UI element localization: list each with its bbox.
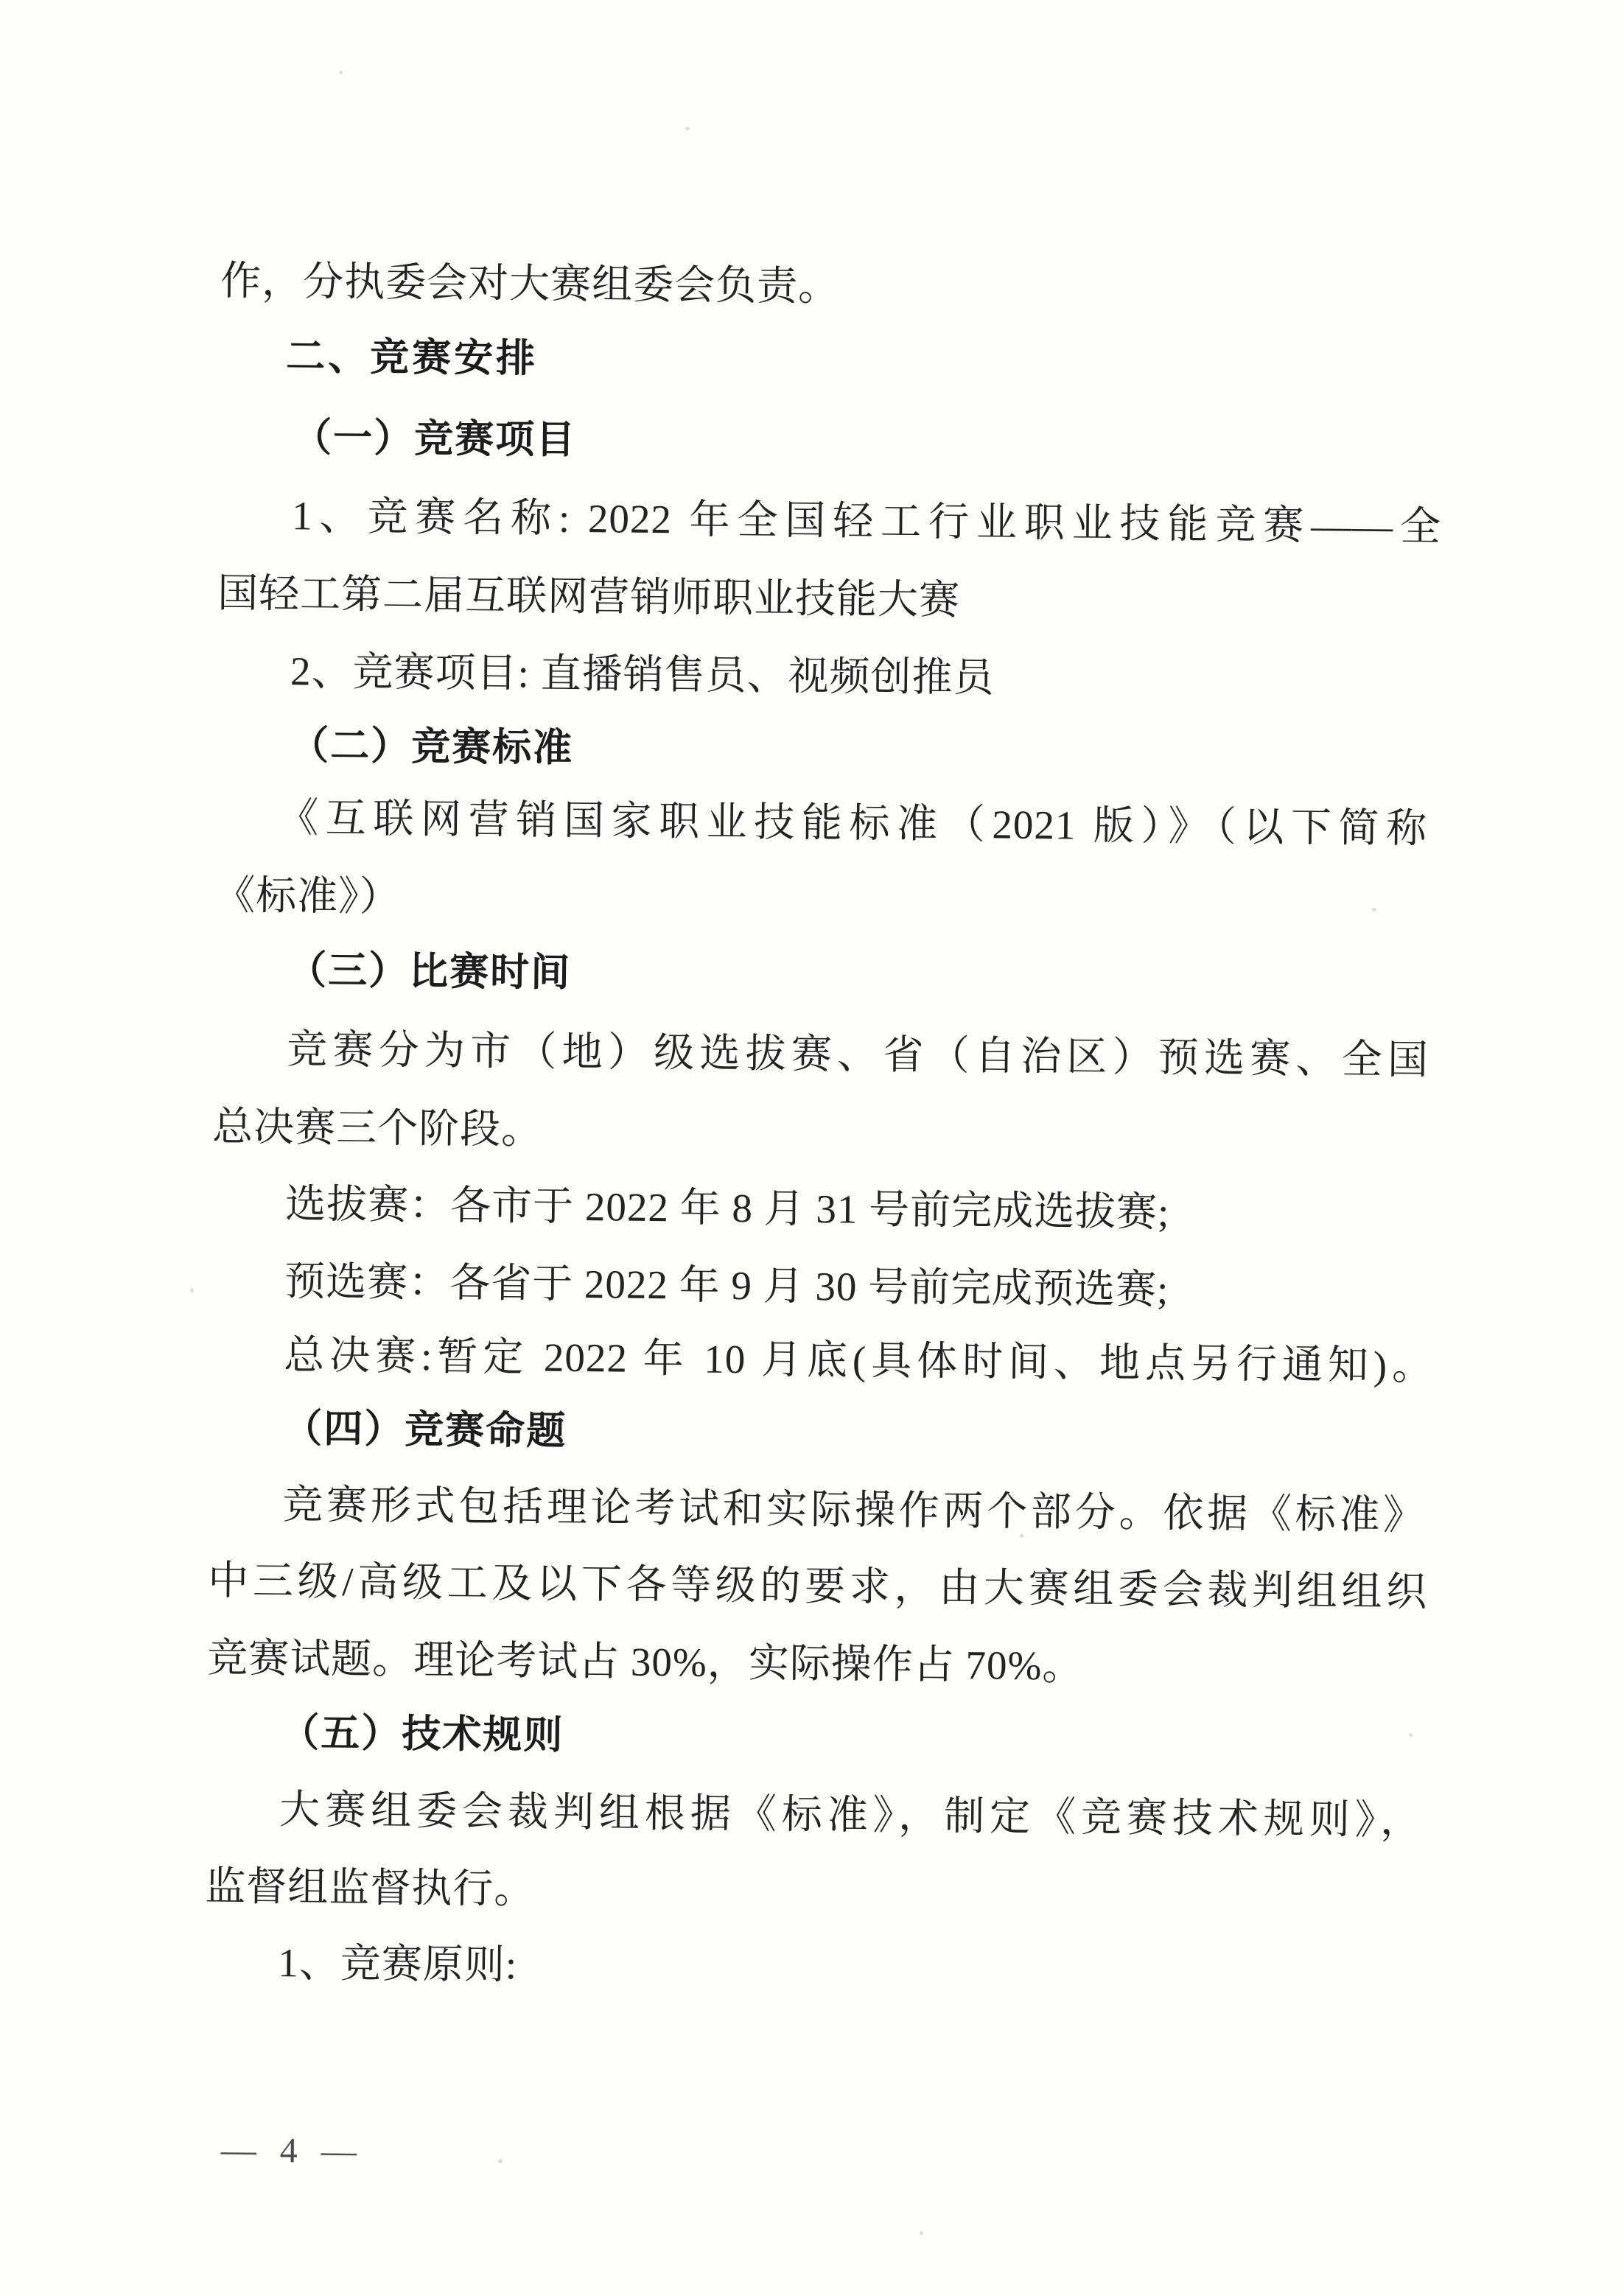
body-line: 1、竞赛原则: — [277, 1940, 518, 1988]
body-line: 《互联网营销国家职业技能标准（2021 版）》（以下简称 — [277, 795, 1428, 852]
body-line: 竞赛形式包括理论考试和实际操作两个部分。依据《标准》 — [281, 1482, 1425, 1539]
body-line: 大赛组委会裁判组根据《标准》，制定《竞赛技术规则》， — [279, 1787, 1422, 1844]
body-line: 中三级/高级工及以下各等级的要求，由大赛组委会裁判组组织 — [207, 1558, 1428, 1615]
section-heading: （三）比赛时间 — [287, 949, 572, 995]
body-line: 作，分执委会对大赛组委会负责。 — [220, 258, 840, 309]
body-line: 监督组监督执行。 — [204, 1863, 536, 1912]
section-heading: 二、竞赛安排 — [285, 335, 539, 381]
body-line: 总决赛:暂定 2022 年 10 月底(具体时间、地点另行通知)。 — [283, 1332, 1434, 1389]
section-heading: （二）竞赛标准 — [289, 724, 574, 770]
body-line: 预选赛：各省于 2022 年 9 月 30 号前完成预选赛; — [284, 1259, 1169, 1312]
body-line: 《标准》） — [214, 872, 401, 920]
body-line: 竞赛分为市（地）级选拔赛、省（自治区）预选赛、全国 — [286, 1026, 1429, 1083]
body-line: 选拔赛：各市于 2022 年 8 月 31 号前完成选拔赛; — [284, 1181, 1170, 1235]
body-line: 国轻工第二届互联网营销师职业技能大赛 — [217, 570, 961, 623]
body-line: 2、竞赛项目: 直播销售员、视频创推员 — [290, 648, 995, 701]
section-heading: （五）技术规则 — [279, 1712, 564, 1757]
body-line: 竞赛试题。理论考试占 30%，实际操作占 70%。 — [206, 1635, 1084, 1689]
section-heading: （四）竞赛命题 — [282, 1407, 567, 1453]
body-line: 总决赛三个阶段。 — [211, 1104, 543, 1152]
section-heading: （一）竞赛项目 — [292, 416, 577, 462]
page-number: — 4 — — [220, 2130, 365, 2171]
body-line: 1、竞赛名称: 2022 年全国轻工行业职业技能竞赛——全 — [291, 493, 1442, 550]
